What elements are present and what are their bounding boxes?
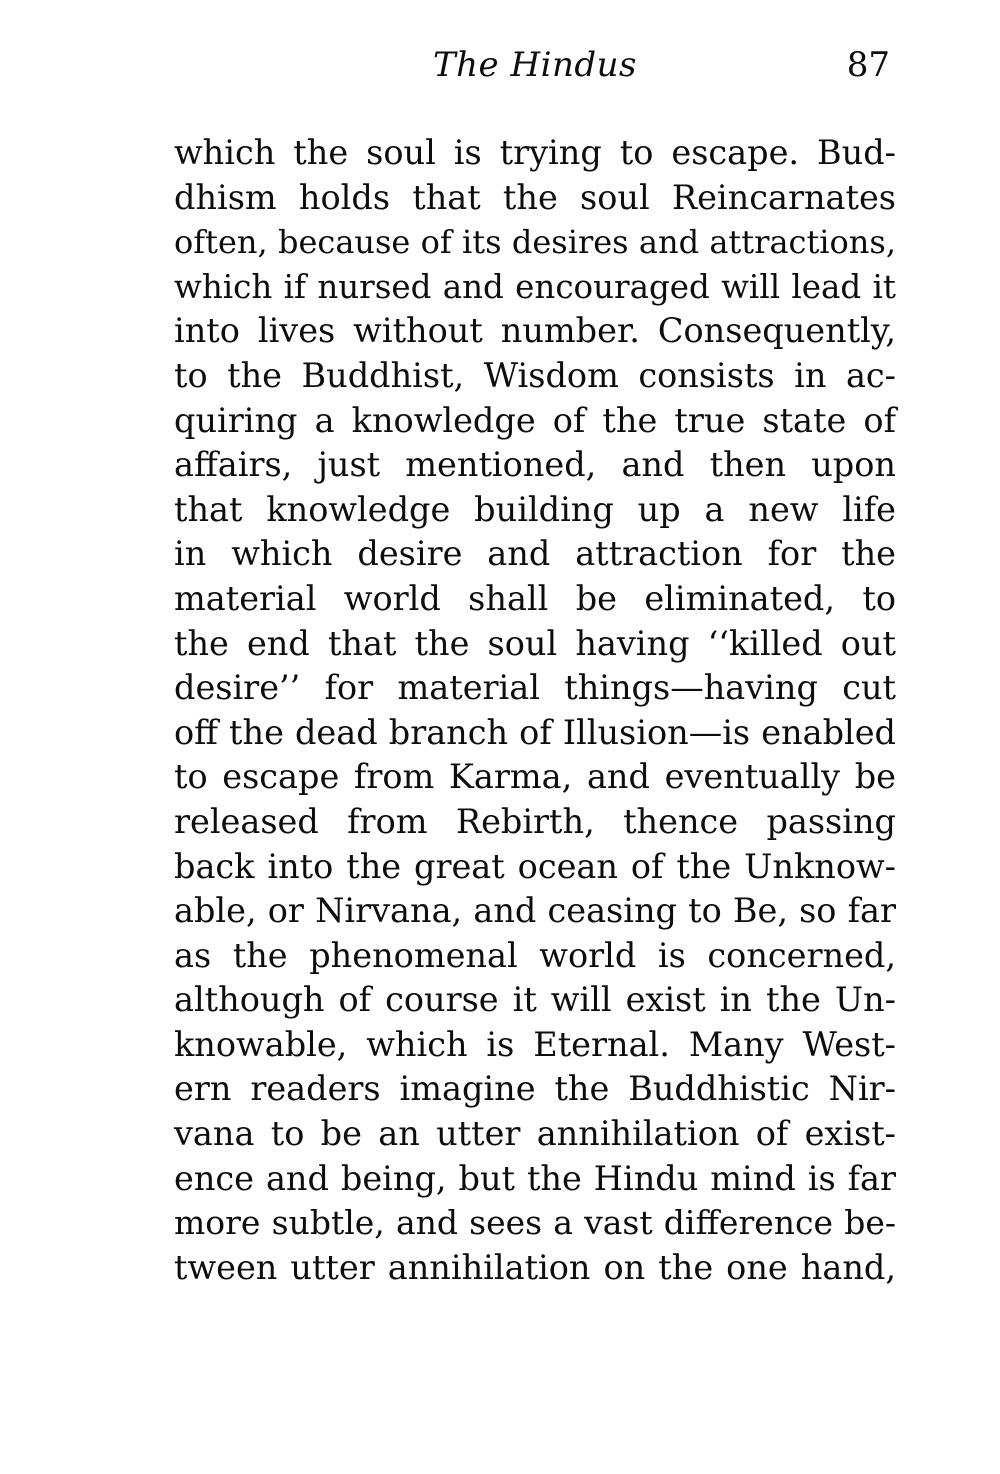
text-line: vana to be an utter annihilation of exist- bbox=[174, 1114, 896, 1154]
page-number: 87 bbox=[846, 45, 890, 85]
text-line: back into the great ocean of the Unknow- bbox=[174, 846, 896, 886]
text-line: which the soul is trying to escape. Bud- bbox=[174, 133, 896, 172]
text-line: more subtle, and sees a vast difference be- bbox=[174, 1203, 896, 1243]
text-line: affairs, just mentioned, and then upon bbox=[174, 445, 896, 485]
running-title: The Hindus bbox=[432, 45, 638, 85]
text-line: knowable, which is Eternal. Many West- bbox=[174, 1024, 896, 1064]
text-line: the end that the soul having ‘‘killed out bbox=[174, 623, 896, 663]
text-line: off the dead branch of Illusion—is enabled bbox=[174, 712, 896, 752]
body-paragraph bbox=[174, 131, 896, 1290]
text-line: able, or Nirvana, and ceasing to Be, so far bbox=[174, 891, 896, 931]
text-line: ence and being, but the Hindu mind is far bbox=[174, 1158, 896, 1198]
text-line: in which desire and attraction for the bbox=[174, 534, 896, 574]
text-line: to escape from Karma, and eventually be bbox=[174, 757, 896, 797]
text-line: quiring a knowledge of the true state of bbox=[174, 400, 896, 440]
text-line: desire’’ for material things—having cut bbox=[174, 668, 896, 708]
text-line: released from Rebirth, thence passing bbox=[174, 801, 896, 841]
text-line: as the phenomenal world is concerned, bbox=[174, 935, 896, 975]
text-line: to the Buddhist, Wisdom consists in ac- bbox=[174, 355, 896, 395]
text-line: which if nursed and encouraged will lead it bbox=[174, 267, 896, 306]
text-line: often, because of its desires and attractions, bbox=[174, 223, 896, 262]
text-line: dhism holds that the soul Reincarnates bbox=[174, 177, 896, 217]
text-line: ern readers imagine the Buddhistic Nir- bbox=[174, 1069, 896, 1109]
text-line: into lives without number. Consequently, bbox=[174, 311, 896, 351]
text-line: material world shall be eliminated, to bbox=[174, 578, 896, 618]
running-head bbox=[174, 42, 896, 92]
text-line: tween utter annihilation on the one hand, bbox=[174, 1247, 896, 1287]
text-line: that knowledge building up a new life bbox=[174, 489, 896, 529]
text-line: although of course it will exist in the Un- bbox=[174, 980, 896, 1020]
